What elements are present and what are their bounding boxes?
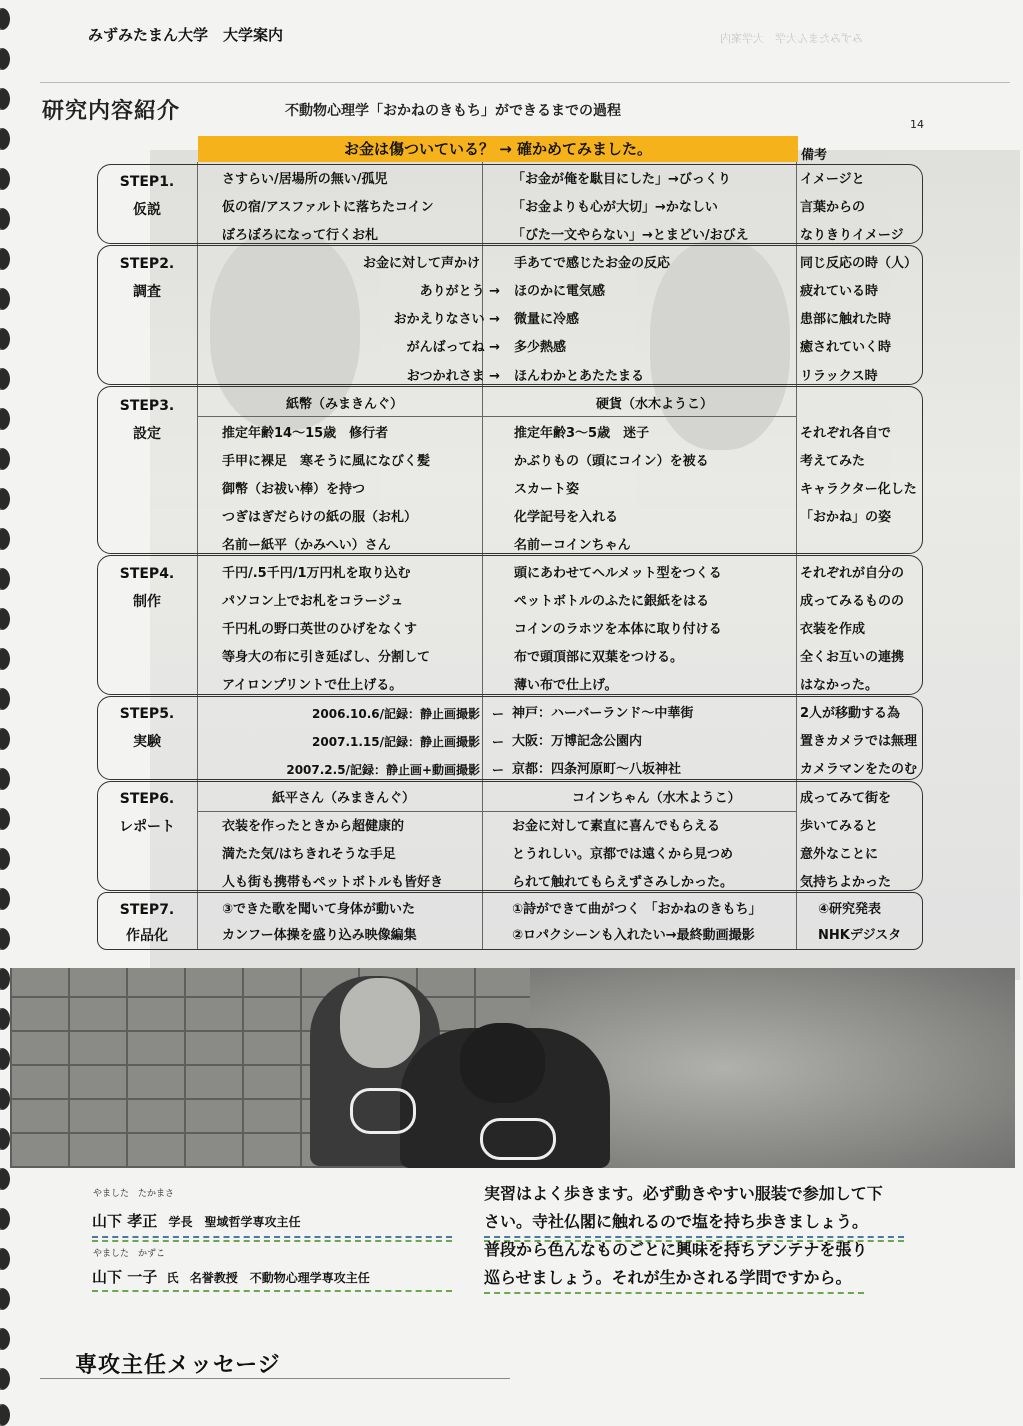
table-cell: 仮の宿/アスファルトに落ちたコイン <box>222 200 434 215</box>
step-title: レポート <box>119 819 175 835</box>
notes-cell: 歩いてみると <box>800 819 879 834</box>
binder-ring <box>0 768 10 790</box>
binder-ring <box>0 848 10 870</box>
step-title: 調査 <box>133 284 161 300</box>
step-title: 仮説 <box>133 202 161 218</box>
table-cell: 手甲に裸足 寒そうに風になびく髪 <box>222 454 431 469</box>
binder-ring <box>0 248 10 270</box>
column-header: 紙幣（みまきんぐ） <box>286 397 404 412</box>
binder-ring <box>0 1088 10 1110</box>
binder-ring <box>0 1168 10 1190</box>
table-cell: お金に対して声かけ <box>362 256 480 271</box>
table-cell: ②ロパクシーンも入れたい→最終動画撮影 <box>512 928 755 943</box>
document-header: みずみたまん大学 大学案内 <box>88 26 284 44</box>
table-cell: 「お金が俺を駄目にした」→びっくり <box>512 172 731 187</box>
step-title: 制作 <box>133 594 161 610</box>
table-cell: 大阪：万博記念公園内 <box>512 734 643 749</box>
table-cell: パソコン上でお札をコラージュ <box>222 594 404 609</box>
binder-ring <box>0 208 10 230</box>
notes-cell: 言葉からの <box>800 200 866 215</box>
table-cell: 名前ーコインちゃん <box>514 538 631 553</box>
notes-cell: はなかった。 <box>800 678 879 693</box>
table-banner: お金は傷ついている？ → 確かめてみました。 <box>198 136 798 162</box>
notes-cell: 意外なことに <box>800 847 879 862</box>
name-reading: やました たかまさ <box>93 1189 175 1199</box>
binder-ring <box>0 128 10 150</box>
section-subtitle: 不動物心理学「おかねのきもち」ができるまでの過程 <box>285 103 621 119</box>
notes-cell: キャラクター化した <box>800 482 917 497</box>
table-cell: 千円/.5千円/1万円札を取り込む <box>222 566 411 581</box>
binder-ring <box>0 1128 10 1150</box>
binder-ring <box>0 728 10 750</box>
photo-person-head <box>460 1023 545 1103</box>
table-cell: ほのかに電気感 <box>514 284 606 299</box>
binder-ring <box>0 1048 10 1070</box>
notes-cell: 成ってみて街を <box>800 791 892 806</box>
staff-suffix: 氏 <box>166 1271 179 1285</box>
step-number: STEP7. <box>119 902 175 918</box>
step-box <box>97 892 923 950</box>
table-cell: 化学記号を入れる <box>514 510 619 525</box>
staff-name <box>92 1266 370 1287</box>
notes-cell: 疲れている時 <box>800 284 879 299</box>
table-cell: カンフー体操を盛り込み映像編集 <box>222 928 417 943</box>
message-line: さい。寺社仏閣に触れるので塩を持ち歩きましょう。 <box>484 1212 869 1231</box>
table-cell: コインのラホツを本体に取り付ける <box>514 622 722 637</box>
binder-ring <box>0 1328 10 1350</box>
table-cell: 2007.1.15/記録：静止画撮影 ー <box>312 735 504 749</box>
table-cell: 名前ー紙平（かみへい）さん <box>222 538 391 553</box>
table-cell: 頭にあわせてヘルメット型をつくる <box>514 566 722 581</box>
binder-ring <box>0 48 10 70</box>
binder-ring <box>0 808 10 830</box>
fieldwork-photo <box>10 968 1015 1168</box>
table-cell: アイロンプリントで仕上げる。 <box>222 678 403 693</box>
staff-title: 学長 聖域哲学専攻主任 <box>168 1215 301 1229</box>
table-cell: とうれしい。京都では遠くから見つめ <box>512 847 734 862</box>
footer-title: 専攻主任メッセージ <box>75 1353 281 1378</box>
table-cell: つぎはぎだらけの紙の服（お札） <box>222 510 418 525</box>
staff-title: 名誉教授 不動物心理学専攻主任 <box>189 1271 370 1285</box>
table-cell: 微量に冷感 <box>514 312 580 327</box>
binder-ring <box>0 888 10 910</box>
binder-ring <box>0 1208 10 1230</box>
step-number: STEP3. <box>119 398 175 414</box>
binder-ring <box>0 648 10 670</box>
dashed-divider <box>92 1240 452 1242</box>
binder-ring <box>0 1008 10 1030</box>
dashed-divider <box>92 1290 452 1292</box>
staff-name-text: 山下 一子 <box>92 1268 158 1286</box>
table-cell: 2007.2.5/記録：静止画+動画撮影 ー <box>286 763 504 777</box>
notes-cell: 置きカメラでは無理 <box>800 734 918 749</box>
step-number: STEP5. <box>119 706 175 722</box>
step-number: STEP4. <box>119 566 175 582</box>
binder-ring <box>0 408 10 430</box>
binder-ring <box>0 88 10 110</box>
table-cell: られて触れてもらえずさみしかった。 <box>512 875 734 890</box>
binder-ring <box>0 488 10 510</box>
table-cell: ぼろぼろになって行くお札 <box>222 228 379 243</box>
notes-cell: 「おかね」の姿 <box>800 510 892 525</box>
binder-ring <box>0 1368 10 1390</box>
column-header: 硬貨（水木ようこ） <box>596 397 714 412</box>
step-number: STEP1. <box>119 174 175 190</box>
table-cell: 推定年齢14〜15歳 修行者 <box>222 426 389 441</box>
binder-ring <box>0 448 10 470</box>
message-line: 巡らせましょう。それが生かされる学問ですから。 <box>484 1268 852 1287</box>
notes-cell: 成ってみるものの <box>800 594 905 609</box>
notes-cell: イメージと <box>800 172 865 187</box>
table-cell: 推定年齢3〜5歳 迷子 <box>514 426 650 441</box>
binder-ring <box>0 608 10 630</box>
table-cell: ほんわかとあたたまる <box>514 369 645 384</box>
photo-jacket-pattern <box>480 1118 556 1160</box>
notes-cell: 2人が移動する為 <box>800 706 901 721</box>
table-cell: ③できた歌を聞いて身体が動いた <box>222 902 416 917</box>
table-cell: スカート姿 <box>514 482 580 497</box>
binder-ring <box>0 1288 10 1310</box>
table-cell: かぶりもの（頭にコイン）を被る <box>514 454 709 469</box>
table-cell: 神戸：ハーバーランド〜中華街 <box>512 706 694 721</box>
notes-cell: 癒されていく時 <box>800 340 892 355</box>
notes-header: 備考 <box>801 148 828 163</box>
table-cell: お金に対して素直に喜んでもらえる <box>512 819 721 834</box>
binder-ring <box>0 368 10 390</box>
photo-jacket-pattern <box>350 1088 416 1134</box>
binder-ring <box>0 928 10 950</box>
notes-cell: NHKデジスタ <box>818 928 902 943</box>
binder-ring <box>0 288 10 310</box>
table-cell: さすらい/居場所の無い/孤児 <box>222 172 388 187</box>
notes-cell: 考えてみた <box>800 454 866 469</box>
binder-ring <box>0 328 10 350</box>
table-cell: おつかれさま → <box>406 369 500 384</box>
binder-ring <box>0 528 10 550</box>
table-cell: 手あてで感じたお金の反応 <box>514 256 671 271</box>
table-cell: 2006.10.6/記録：静止画撮影 ー <box>312 707 504 721</box>
notes-cell: それぞれ各自で <box>800 426 892 441</box>
footer-divider <box>40 1378 510 1379</box>
table-cell: ありがとう → <box>419 284 500 299</box>
step-title: 実験 <box>133 734 161 750</box>
binder-ring <box>0 1404 10 1426</box>
notes-cell: 気持ちよかった <box>800 875 892 890</box>
column-header: 紙平さん（みまきんぐ） <box>272 791 416 806</box>
notes-cell: カメラマンをたのむ <box>800 762 918 777</box>
step-number: STEP2. <box>119 256 175 272</box>
table-cell: 多少熱感 <box>514 340 567 355</box>
step-title: 設定 <box>133 426 161 442</box>
table-cell: 布で頭頂部に双葉をつける。 <box>514 650 684 665</box>
binder-ring <box>0 1248 10 1270</box>
binder-ring <box>0 168 10 190</box>
table-cell: 満たた気/はちきれそうな手足 <box>222 847 396 862</box>
table-cell: 「お金よりも心が大切」→かなしい <box>512 200 718 215</box>
message-line: 普段から色んなものごとに興味を持ちアンテナを張り <box>484 1240 868 1259</box>
table-cell: ペットボトルのふたに銀紙をはる <box>514 594 710 609</box>
section-title: 研究内容紹介 <box>42 99 181 124</box>
table-cell: 「びた一文やらない」→とまどい/おびえ <box>512 228 749 243</box>
bleed-through-text: みずみたまん大学 大学案内 <box>720 32 863 45</box>
notes-cell: 同じ反応の時（人） <box>800 256 918 271</box>
photo-person-head <box>340 978 420 1068</box>
table-cell: 御幣（お祓い棒）を持つ <box>222 482 366 497</box>
table-cell: ①詩ができて曲がつく 「おかねのきもち」 <box>512 902 762 917</box>
table-cell: 千円札の野口英世のひげをなくす <box>222 622 418 637</box>
page-number: 14 <box>910 118 924 131</box>
step-number: STEP6. <box>119 791 175 807</box>
notes-cell: それぞれが自分の <box>800 566 905 581</box>
notes-cell: 全くお互いの連携 <box>800 650 905 665</box>
message-line: 実習はよく歩きます。必ず動きやすい服装で参加して下 <box>484 1184 883 1203</box>
table-cell: 薄い布で仕上げ。 <box>514 678 618 693</box>
staff-name-text: 山下 孝正 <box>92 1212 158 1230</box>
notes-cell: なりきりイメージ <box>800 228 904 243</box>
notes-cell: リラックス時 <box>800 369 878 384</box>
dashed-divider <box>484 1292 864 1294</box>
step-title: 作品化 <box>126 928 168 944</box>
binder-ring <box>0 8 10 30</box>
table-cell: 等身大の布に引き延ばし、分割して <box>222 650 431 665</box>
binder-ring <box>0 968 10 990</box>
binder-ring <box>0 688 10 710</box>
notes-cell: 患部に触れた時 <box>800 312 892 327</box>
column-header: コインちゃん（水木ようこ） <box>572 791 741 806</box>
notes-cell: 衣装を作成 <box>800 622 866 637</box>
table-cell: おかえりなさい → <box>393 312 500 327</box>
table-cell: 人も街も携帯もペットボトルも皆好き <box>222 875 444 890</box>
table-cell: 衣装を作ったときから超健康的 <box>222 819 405 834</box>
name-reading: やました かずこ <box>93 1249 166 1259</box>
table-cell: 京都：四条河原町〜八坂神社 <box>512 762 682 777</box>
dashed-divider <box>92 1236 452 1238</box>
table-cell: がんばってね → <box>406 340 500 355</box>
staff-name <box>92 1210 300 1231</box>
notes-cell: ④研究発表 <box>818 902 882 917</box>
binder-ring <box>0 568 10 590</box>
header-divider <box>40 82 1010 83</box>
